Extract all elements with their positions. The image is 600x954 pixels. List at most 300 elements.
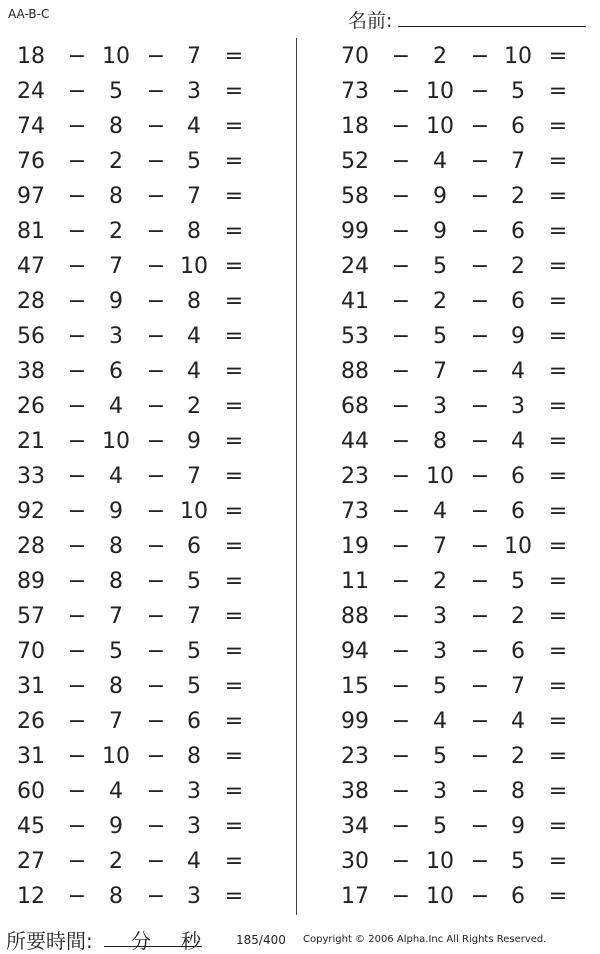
minus-sign: − <box>391 149 411 174</box>
first-number: 24 <box>341 254 369 279</box>
minus-sign: − <box>146 604 166 629</box>
third-number: 6 <box>187 534 201 559</box>
first-number: 76 <box>17 149 45 174</box>
minus-sign: − <box>391 254 411 279</box>
minus-sign: − <box>391 604 411 629</box>
problem-row <box>332 563 600 598</box>
second-number: 10 <box>426 849 454 874</box>
first-number: 92 <box>17 499 45 524</box>
minus-sign: − <box>470 79 490 104</box>
minus-sign: − <box>391 569 411 594</box>
problem-row <box>332 528 600 563</box>
minus-sign: − <box>67 114 87 139</box>
name-label: 名前: <box>348 10 393 32</box>
equals-sign: = <box>548 184 568 209</box>
minus-sign: − <box>146 744 166 769</box>
third-number: 9 <box>187 429 201 454</box>
minus-sign: − <box>470 814 490 839</box>
second-number: 9 <box>433 219 447 244</box>
first-number: 23 <box>341 744 369 769</box>
problem-row <box>8 808 298 843</box>
equals-sign: = <box>548 709 568 734</box>
equals-sign: = <box>548 744 568 769</box>
third-number: 3 <box>187 79 201 104</box>
minus-sign: − <box>391 884 411 909</box>
second-number: 5 <box>433 744 447 769</box>
third-number: 4 <box>187 114 201 139</box>
minus-sign: − <box>67 254 87 279</box>
minus-sign: − <box>391 709 411 734</box>
problem-row <box>8 843 298 878</box>
third-number: 7 <box>511 149 525 174</box>
minus-sign: − <box>146 254 166 279</box>
first-number: 52 <box>341 149 369 174</box>
problem-row <box>8 528 298 563</box>
first-number: 24 <box>17 79 45 104</box>
equals-sign: = <box>548 289 568 314</box>
second-number: 5 <box>433 814 447 839</box>
first-number: 12 <box>17 884 45 909</box>
equals-sign: = <box>224 184 244 209</box>
first-number: 70 <box>341 44 369 69</box>
second-number: 8 <box>433 429 447 454</box>
second-number: 3 <box>433 639 447 664</box>
third-number: 3 <box>511 394 525 419</box>
first-number: 99 <box>341 219 369 244</box>
minus-sign: − <box>146 849 166 874</box>
problem-row <box>332 773 600 808</box>
third-number: 7 <box>187 184 201 209</box>
problem-row <box>332 458 600 493</box>
equals-sign: = <box>548 219 568 244</box>
second-number: 7 <box>109 254 123 279</box>
minus-sign: − <box>470 604 490 629</box>
minus-sign: − <box>146 814 166 839</box>
first-number: 26 <box>17 394 45 419</box>
problem-row <box>332 73 600 108</box>
problem-row <box>8 563 298 598</box>
equals-sign: = <box>224 709 244 734</box>
first-number: 38 <box>341 779 369 804</box>
minus-sign: − <box>470 359 490 384</box>
first-number: 38 <box>17 359 45 384</box>
first-number: 21 <box>17 429 45 454</box>
minus-sign: − <box>470 464 490 489</box>
first-number: 28 <box>17 534 45 559</box>
minus-sign: − <box>470 779 490 804</box>
first-number: 94 <box>341 639 369 664</box>
minus-sign: − <box>67 499 87 524</box>
problem-row <box>8 213 298 248</box>
minus-sign: − <box>391 44 411 69</box>
minus-sign: − <box>67 604 87 629</box>
equals-sign: = <box>224 324 244 349</box>
second-number: 3 <box>433 394 447 419</box>
first-number: 30 <box>341 849 369 874</box>
minus-sign: − <box>470 149 490 174</box>
problem-row <box>332 213 600 248</box>
equals-sign: = <box>224 79 244 104</box>
minus-sign: − <box>470 674 490 699</box>
second-number: 4 <box>433 499 447 524</box>
third-number: 4 <box>187 849 201 874</box>
problem-row <box>332 738 600 773</box>
first-number: 27 <box>17 849 45 874</box>
equals-sign: = <box>224 394 244 419</box>
problem-row <box>8 38 298 73</box>
first-number: 70 <box>17 639 45 664</box>
third-number: 8 <box>511 779 525 804</box>
minus-sign: − <box>146 884 166 909</box>
equals-sign: = <box>548 499 568 524</box>
third-number: 10 <box>504 44 532 69</box>
second-number: 4 <box>433 709 447 734</box>
problem-row <box>8 878 298 913</box>
first-number: 99 <box>341 709 369 734</box>
problem-row <box>332 318 600 353</box>
minus-sign: − <box>146 79 166 104</box>
equals-sign: = <box>224 149 244 174</box>
minus-sign: − <box>146 709 166 734</box>
equals-sign: = <box>224 779 244 804</box>
first-number: 73 <box>341 79 369 104</box>
second-number: 3 <box>433 604 447 629</box>
minus-sign: − <box>470 709 490 734</box>
equals-sign: = <box>548 254 568 279</box>
problem-row <box>8 283 298 318</box>
third-number: 2 <box>511 604 525 629</box>
first-number: 19 <box>341 534 369 559</box>
third-number: 2 <box>187 394 201 419</box>
third-number: 8 <box>187 289 201 314</box>
equals-sign: = <box>548 359 568 384</box>
third-number: 4 <box>511 359 525 384</box>
problem-row <box>332 178 600 213</box>
minus-sign: − <box>391 744 411 769</box>
minus-sign: − <box>470 744 490 769</box>
equals-sign: = <box>548 324 568 349</box>
problem-column-left <box>8 38 298 913</box>
second-number: 2 <box>433 44 447 69</box>
minus-sign: − <box>67 884 87 909</box>
equals-sign: = <box>224 814 244 839</box>
minus-sign: − <box>146 219 166 244</box>
problem-row <box>332 633 600 668</box>
problem-row <box>332 248 600 283</box>
minus-sign: − <box>146 639 166 664</box>
minus-sign: − <box>391 814 411 839</box>
minus-sign: − <box>67 184 87 209</box>
third-number: 2 <box>511 744 525 769</box>
problem-row <box>8 318 298 353</box>
first-number: 18 <box>341 114 369 139</box>
equals-sign: = <box>224 499 244 524</box>
minus-sign: − <box>146 674 166 699</box>
equals-sign: = <box>548 569 568 594</box>
minus-sign: − <box>391 779 411 804</box>
first-number: 18 <box>17 44 45 69</box>
second-number: 10 <box>102 429 130 454</box>
minus-sign: − <box>146 289 166 314</box>
second-number: 7 <box>433 534 447 559</box>
third-number: 9 <box>511 814 525 839</box>
problem-row <box>332 353 600 388</box>
minus-sign: − <box>391 219 411 244</box>
minus-sign: − <box>67 849 87 874</box>
problem-row <box>332 878 600 913</box>
first-number: 45 <box>17 814 45 839</box>
third-number: 4 <box>511 429 525 454</box>
problem-row <box>332 668 600 703</box>
first-number: 28 <box>17 289 45 314</box>
third-number: 4 <box>511 709 525 734</box>
equals-sign: = <box>548 44 568 69</box>
minus-sign: − <box>67 569 87 594</box>
third-number: 2 <box>511 184 525 209</box>
time-label: 所要時間: <box>6 929 93 953</box>
first-number: 31 <box>17 674 45 699</box>
third-number: 6 <box>511 884 525 909</box>
third-number: 6 <box>511 639 525 664</box>
minus-sign: − <box>67 779 87 804</box>
minus-sign: − <box>67 464 87 489</box>
problem-row <box>332 703 600 738</box>
problem-row <box>8 598 298 633</box>
minus-sign: − <box>67 324 87 349</box>
problem-row <box>332 108 600 143</box>
second-number: 10 <box>102 744 130 769</box>
minus-sign: − <box>391 464 411 489</box>
first-number: 26 <box>17 709 45 734</box>
first-number: 88 <box>341 604 369 629</box>
third-number: 5 <box>511 569 525 594</box>
problem-row <box>332 493 600 528</box>
equals-sign: = <box>224 429 244 454</box>
minus-sign: − <box>146 44 166 69</box>
second-number: 8 <box>109 534 123 559</box>
second-number: 10 <box>426 464 454 489</box>
second-number: 8 <box>109 569 123 594</box>
second-number: 5 <box>109 79 123 104</box>
third-number: 4 <box>187 359 201 384</box>
minutes-unit: 分 <box>131 929 151 953</box>
problem-row <box>332 143 600 178</box>
equals-sign: = <box>224 289 244 314</box>
third-number: 5 <box>187 674 201 699</box>
problem-row <box>8 143 298 178</box>
problem-row <box>8 493 298 528</box>
second-number: 9 <box>109 289 123 314</box>
equals-sign: = <box>548 394 568 419</box>
third-number: 10 <box>180 254 208 279</box>
equals-sign: = <box>548 79 568 104</box>
first-number: 57 <box>17 604 45 629</box>
minus-sign: − <box>67 289 87 314</box>
problem-row <box>332 388 600 423</box>
first-number: 73 <box>341 499 369 524</box>
first-number: 33 <box>17 464 45 489</box>
first-number: 56 <box>17 324 45 349</box>
problem-row <box>8 458 298 493</box>
minus-sign: − <box>67 149 87 174</box>
second-number: 10 <box>426 884 454 909</box>
minus-sign: − <box>470 884 490 909</box>
second-number: 9 <box>109 499 123 524</box>
column-divider <box>296 38 297 915</box>
second-number: 4 <box>109 464 123 489</box>
second-number: 2 <box>109 219 123 244</box>
minus-sign: − <box>146 324 166 349</box>
problem-row <box>8 108 298 143</box>
first-number: 47 <box>17 254 45 279</box>
second-number: 10 <box>426 79 454 104</box>
minus-sign: − <box>67 709 87 734</box>
name-field[interactable] <box>398 26 586 27</box>
problem-column-right <box>332 38 600 913</box>
second-number: 5 <box>109 639 123 664</box>
minus-sign: − <box>391 359 411 384</box>
first-number: 31 <box>17 744 45 769</box>
equals-sign: = <box>224 359 244 384</box>
equals-sign: = <box>548 464 568 489</box>
seconds-unit: 秒 <box>181 929 201 953</box>
second-number: 4 <box>433 149 447 174</box>
equals-sign: = <box>548 779 568 804</box>
equals-sign: = <box>224 114 244 139</box>
third-number: 7 <box>187 44 201 69</box>
problem-row <box>332 843 600 878</box>
third-number: 8 <box>187 744 201 769</box>
third-number: 5 <box>187 149 201 174</box>
equals-sign: = <box>548 849 568 874</box>
minus-sign: − <box>470 394 490 419</box>
minus-sign: − <box>146 184 166 209</box>
minus-sign: − <box>391 394 411 419</box>
second-number: 7 <box>433 359 447 384</box>
equals-sign: = <box>224 464 244 489</box>
minus-sign: − <box>146 394 166 419</box>
third-number: 7 <box>187 464 201 489</box>
third-number: 6 <box>511 289 525 314</box>
problem-row <box>8 353 298 388</box>
first-number: 17 <box>341 884 369 909</box>
minus-sign: − <box>391 324 411 349</box>
problem-row <box>8 178 298 213</box>
second-number: 2 <box>109 849 123 874</box>
first-number: 88 <box>341 359 369 384</box>
second-number: 4 <box>109 779 123 804</box>
equals-sign: = <box>548 604 568 629</box>
problem-row <box>332 38 600 73</box>
first-number: 74 <box>17 114 45 139</box>
minus-sign: − <box>67 79 87 104</box>
problem-row <box>8 703 298 738</box>
minus-sign: − <box>146 499 166 524</box>
minus-sign: − <box>391 534 411 559</box>
equals-sign: = <box>548 114 568 139</box>
equals-sign: = <box>548 814 568 839</box>
third-number: 3 <box>187 814 201 839</box>
first-number: 58 <box>341 184 369 209</box>
minus-sign: − <box>470 849 490 874</box>
problem-row <box>8 633 298 668</box>
minus-sign: − <box>391 184 411 209</box>
minus-sign: − <box>470 639 490 664</box>
minus-sign: − <box>67 359 87 384</box>
equals-sign: = <box>224 639 244 664</box>
third-number: 10 <box>180 499 208 524</box>
minus-sign: − <box>67 394 87 419</box>
problem-row <box>332 283 600 318</box>
second-number: 3 <box>433 779 447 804</box>
minus-sign: − <box>391 114 411 139</box>
minus-sign: − <box>67 674 87 699</box>
equals-sign: = <box>548 149 568 174</box>
first-number: 34 <box>341 814 369 839</box>
minus-sign: − <box>146 149 166 174</box>
problem-row <box>8 773 298 808</box>
third-number: 5 <box>187 639 201 664</box>
minus-sign: − <box>470 219 490 244</box>
third-number: 6 <box>511 499 525 524</box>
third-number: 10 <box>504 534 532 559</box>
equals-sign: = <box>224 254 244 279</box>
minus-sign: − <box>146 429 166 454</box>
minus-sign: − <box>470 114 490 139</box>
minus-sign: − <box>470 184 490 209</box>
minus-sign: − <box>391 79 411 104</box>
first-number: 11 <box>341 569 369 594</box>
third-number: 2 <box>511 254 525 279</box>
worksheet-code: AA-B-C <box>8 7 50 21</box>
minus-sign: − <box>67 219 87 244</box>
minus-sign: − <box>67 814 87 839</box>
second-number: 2 <box>433 569 447 594</box>
third-number: 5 <box>511 79 525 104</box>
problem-row <box>332 598 600 633</box>
second-number: 7 <box>109 709 123 734</box>
third-number: 6 <box>511 114 525 139</box>
minus-sign: − <box>470 289 490 314</box>
minus-sign: − <box>146 359 166 384</box>
third-number: 4 <box>187 324 201 349</box>
second-number: 2 <box>433 289 447 314</box>
second-number: 9 <box>433 184 447 209</box>
second-number: 3 <box>109 324 123 349</box>
minus-sign: − <box>391 499 411 524</box>
third-number: 5 <box>511 849 525 874</box>
second-number: 10 <box>102 44 130 69</box>
third-number: 9 <box>511 324 525 349</box>
second-number: 8 <box>109 184 123 209</box>
minus-sign: − <box>470 569 490 594</box>
third-number: 7 <box>511 674 525 699</box>
second-number: 8 <box>109 884 123 909</box>
page-number: 185/400 <box>236 933 286 947</box>
third-number: 8 <box>187 219 201 244</box>
first-number: 89 <box>17 569 45 594</box>
equals-sign: = <box>224 534 244 559</box>
problem-row <box>8 73 298 108</box>
first-number: 23 <box>341 464 369 489</box>
first-number: 41 <box>341 289 369 314</box>
problem-row <box>332 423 600 458</box>
minus-sign: − <box>470 499 490 524</box>
problem-row <box>8 738 298 773</box>
equals-sign: = <box>224 744 244 769</box>
first-number: 53 <box>341 324 369 349</box>
minus-sign: − <box>67 429 87 454</box>
